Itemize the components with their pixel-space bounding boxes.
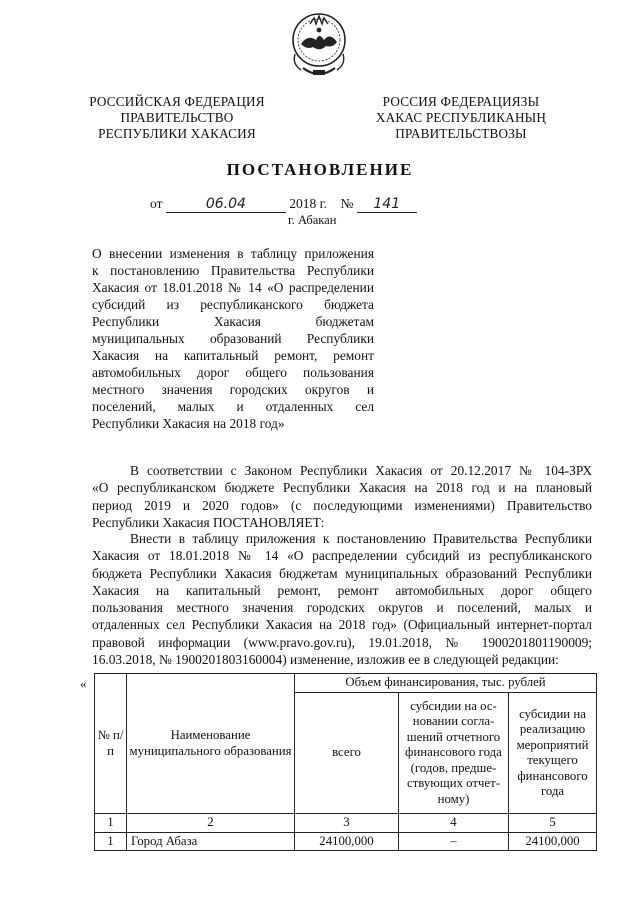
financing-table: [94, 673, 597, 851]
index-cell: 4: [399, 814, 509, 833]
paragraph-line: отдаленных сел Республики Хакасия на 2018 год» (Официальный интернет-портал: [92, 617, 592, 633]
header-prior-year-subsidies: субсидии на ос-новании согла-шений отчетного финансового года (годов, предше-ствующих отчет-ному): [399, 693, 509, 814]
paragraph-line: Хакасия от 18.01.2018 № 14 «О распределении субсидий из республиканского: [92, 548, 592, 564]
number-handwritten: 141: [373, 196, 401, 212]
date-year: 2018 г.: [289, 196, 327, 211]
subject-line: Хакасия на капитальный ремонт, ремонт: [92, 348, 374, 363]
header-right-line: РОССИЯ ФЕДЕРАЦИЯЗЫ: [382, 94, 540, 109]
header-left-line: РОССИЙСКАЯ ФЕДЕРАЦИЯ: [89, 94, 265, 109]
number-sign: №: [340, 196, 354, 211]
table-row: [95, 832, 597, 851]
header-current-year-subsidies: субсидии на реализацию мероприятий текущего финансового года: [509, 693, 597, 814]
paragraph-line: 16.03.2018, № 1900201803160004) изменение, изложив ее в следующей редакции:: [92, 652, 559, 668]
row-prior-year: –: [399, 832, 509, 851]
header-right-line: ХАКАС РЕСПУБЛИКАНЫҢ: [375, 110, 547, 125]
table-index-row: [95, 814, 597, 833]
subject-line: субсидий из республиканского бюджета: [92, 297, 374, 312]
index-cell: 3: [295, 814, 399, 833]
date-number-line: [150, 196, 417, 213]
paragraph-line: Республики Хакасия ПОСТАНОВЛЯЕТ:: [92, 514, 325, 530]
paragraph-line: Внести в таблицу приложения к постановлению Правительства Республики: [130, 531, 592, 546]
paragraph-line: «О республиканском бюджете Республики Хакасия на 2018 год и на плановый: [92, 480, 592, 496]
header-financing-group: Объем финансирования, тыс. рублей: [295, 674, 597, 693]
document-title: ПОСТАНОВЛЕНИЕ: [226, 160, 414, 179]
document-subject: [92, 245, 374, 432]
subject-line: Республики Хакасия бюджетам: [92, 314, 374, 329]
subject-line: О внесении изменения в таблицу приложения: [92, 246, 374, 261]
subject-line: местного значения городских округов и: [92, 382, 374, 397]
paragraph-resolution: [92, 530, 592, 668]
paragraph-line: Хакасия на капитальный ремонт, ремонт автомобильных дорог общего: [92, 582, 592, 598]
subject-line: муниципальных образований Республики: [92, 331, 374, 346]
row-municipality: Город Абаза: [127, 832, 295, 851]
paragraph-preamble: [92, 462, 592, 531]
subject-line: Республики Хакасия на 2018 год»: [92, 416, 285, 431]
row-total: 24100,000: [295, 832, 399, 851]
header-number: № п/п: [95, 674, 127, 814]
coat-of-arms-emblem: [286, 10, 352, 86]
row-number: 1: [95, 832, 127, 851]
paragraph-line: период 2019 и 2020 годов» (с последующими изменениями) Правительство: [92, 497, 592, 513]
index-cell: 2: [127, 814, 295, 833]
index-cell: 5: [509, 814, 597, 833]
paragraph-line: пользования местного значения городских округов и поселений, малых и: [92, 600, 592, 616]
paragraph-line: В соответствии с Законом Республики Хакасия от 20.12.2017 № 104-ЗРХ: [130, 463, 592, 478]
header-left-line: РЕСПУБЛИКИ ХАКАСИЯ: [98, 126, 256, 141]
subject-line: к постановлению Правительства Республики: [92, 263, 374, 278]
date-prefix: от: [150, 196, 163, 211]
subject-line: Хакасия от 18.01.2018 № 14 «О распределении: [92, 280, 374, 295]
header-municipality: Наименование муниципального образования: [127, 674, 295, 814]
header-left: [82, 94, 272, 142]
subject-line: автомобильных дорог общего пользования: [92, 365, 374, 380]
paragraph-line: правовой информации (www.pravo.gov.ru), 19.01.2018, № 1900201801190009;: [92, 634, 592, 650]
header-right: [366, 94, 556, 142]
paragraph-line: бюджета Республики Хакасия бюджетам муниципальных образований Республики: [92, 565, 592, 581]
opening-quote-mark: «: [80, 676, 87, 691]
header-left-line: ПРАВИТЕЛЬСТВО: [120, 110, 234, 125]
header-total: всего: [295, 693, 399, 814]
date-field: [166, 196, 286, 213]
subject-line: поселений, малых и отдаленных сел: [92, 399, 374, 414]
row-current-year: 24100,000: [509, 832, 597, 851]
index-cell: 1: [95, 814, 127, 833]
city-name: г. Абакан: [288, 213, 337, 227]
number-field: [357, 196, 417, 213]
date-handwritten: 06.04: [205, 196, 246, 212]
header-right-line: ПРАВИТЕЛЬСТВОЗЫ: [395, 126, 527, 141]
